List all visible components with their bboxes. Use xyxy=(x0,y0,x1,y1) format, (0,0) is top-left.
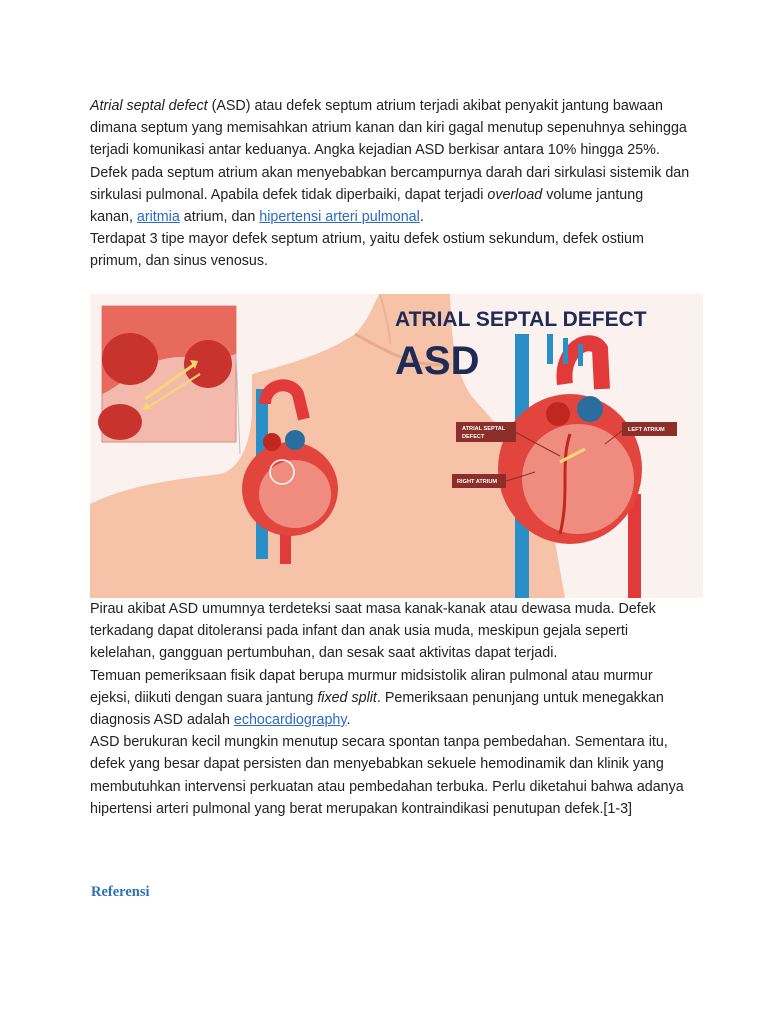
right-artery-branch-2 xyxy=(563,338,568,364)
italic-term: fixed split xyxy=(317,689,377,706)
paragraph xyxy=(90,162,690,229)
text-run: (ASD) atau defek septum atrium terjadi akibat penyakit jantung bawaan dimana septum yang memisahkan atrium kanan dan kiri gagal menutup sepenuhnya sehingga terjadi komunikasi antar keduanya. Angka kejadian ASD berkisar antara 10% hingga 25%. xyxy=(90,98,687,159)
text-run: ASD berukuran kecil mungkin menutup secara spontan tanpa pembedahan. Sementara itu, defek yang besar dapat persisten dan menyebabkan sekuele hemodinamik dan klinik yang membutuhkan intervensi perkuatan atau pembedahan terbuka. Perlu diketahui bahwa adanya hipertensi arteri pulmonal yang berat merupakan kontraindikasi penutupan defek.[1-3] xyxy=(90,734,684,817)
left-heart-pulmonary xyxy=(285,430,305,450)
asd-illustration xyxy=(90,294,703,598)
inline-link[interactable]: echocardiography xyxy=(233,712,347,729)
paragraph xyxy=(90,228,690,272)
text-run: volume jantung kanan, xyxy=(90,186,644,226)
right-artery-branch-3 xyxy=(578,344,583,366)
right-heart-aorta-root xyxy=(546,402,570,426)
right-artery-branch-1 xyxy=(547,334,553,364)
text-run: Defek pada septum atrium akan menyebabkan bercampurnya darah dari sirkulasi sistemik dan sirkulasi pulmonal. Apabila defek tidak diperbaiki, dapat terjadi xyxy=(90,164,690,203)
zoom-inset-chamber-1 xyxy=(102,333,158,385)
references-heading: Referensi xyxy=(91,884,150,900)
asd-illustration-svg xyxy=(90,294,703,598)
right-aorta-arch xyxy=(564,343,602,389)
italic-term: Atrial septal defect xyxy=(90,98,208,114)
inline-link[interactable]: hipertensi arteri pulmonal xyxy=(259,209,420,226)
figure-title: ATRIAL SEPTAL DEFECT xyxy=(395,308,647,331)
zoom-inset-chamber-3 xyxy=(98,404,142,440)
clinical-text xyxy=(90,598,690,820)
inline-link[interactable]: aritmia xyxy=(136,209,180,226)
text-run: . Pemeriksaan penunjang untuk menegakkan diagnosis ASD adalah xyxy=(90,689,664,729)
intro-text xyxy=(90,95,690,273)
label-left-atrium: LEFT ATRIUM xyxy=(628,427,665,433)
text-run: Terdapat 3 tipe mayor defek septum atrium, yaitu defek ostium sekundum, defek ostium primum, dan sinus venosus. xyxy=(90,231,644,270)
italic-term: overload xyxy=(487,186,543,203)
paragraph xyxy=(90,95,690,162)
text-run: atrium, dan xyxy=(179,209,260,226)
zoom-connector-line xyxy=(236,354,240,454)
label-right-atrium: RIGHT ATRIUM xyxy=(457,479,498,485)
left-heart-aorta-root xyxy=(263,433,281,451)
right-heart-pulmonary xyxy=(577,396,603,422)
label-atrial-septal: ATRIAL SEPTAL xyxy=(462,426,506,432)
text-run: . xyxy=(419,209,424,226)
text-run: . xyxy=(346,712,351,729)
paragraph xyxy=(90,665,690,732)
text-run: Temuan pemeriksaan fisik dapat berupa murmur midsistolik aliran pulmonal atau murmur ejeksi, diikuti dengan suara jantung xyxy=(90,667,653,706)
text-run: Pirau akibat ASD umumnya terdeteksi saat masa kanak-kanak atau dewasa muda. Defek terkadang dapat ditoleransi pada infant dan anak usia muda, meskipun gejala seperti kelelahan, gangguan pertumbuhan, dan sesak saat aktivitas dapat terjadi. xyxy=(90,601,656,662)
paragraph xyxy=(90,731,690,820)
label-defect: DEFECT xyxy=(462,434,485,440)
figure-abbrev: ASD xyxy=(395,339,480,383)
paragraph xyxy=(90,598,690,665)
right-heart-inner xyxy=(522,424,634,534)
